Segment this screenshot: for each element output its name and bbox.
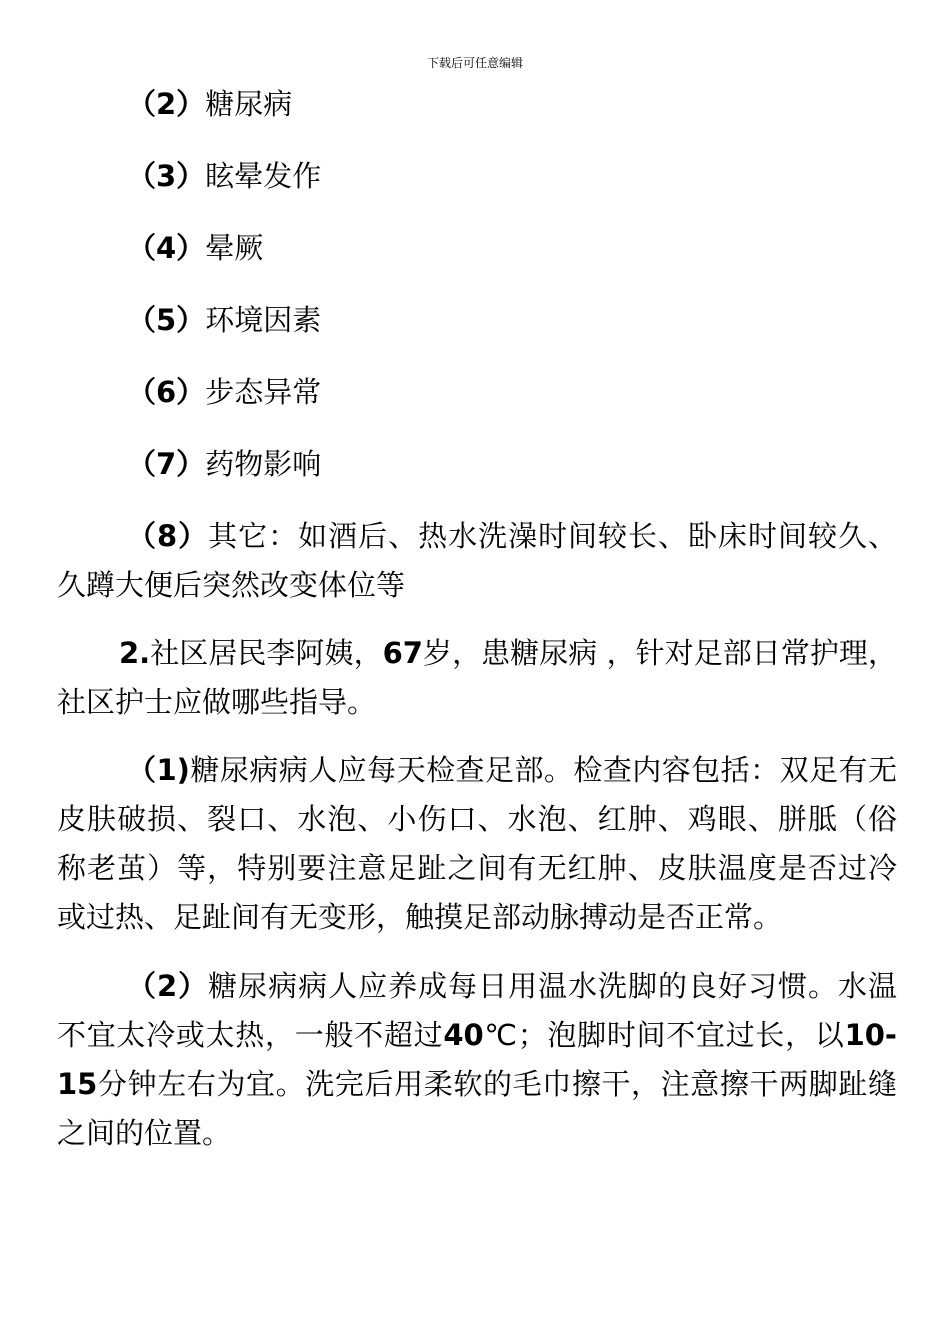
list-item-number: （6）: [127, 375, 206, 409]
question-number: 2.: [119, 636, 151, 670]
list-item-text: 药物影响: [205, 447, 322, 481]
list-item: [57, 296, 897, 345]
list-item: [57, 224, 897, 273]
answer-text: 糖尿病病人应每天检查足部。检查内容包括：双足有无皮肤破损、裂口、水泡、小伤口、水泡、红肿、鸡眼、胼胝（俗称老茧）等，特别要注意足趾之间有无红肿、皮肤温度是否过冷或过热、足趾间有无变形，触摸足部动脉搏动是否正常。: [57, 753, 897, 934]
list-item-text: 眩晕发作: [205, 159, 322, 193]
page-header: 下载后可任意编辑: [426, 56, 523, 70]
list-item-number: （4）: [127, 231, 206, 265]
list-item-number: （7）: [127, 447, 206, 481]
temperature-value: 40: [443, 1018, 484, 1052]
list-item-number: （5）: [127, 303, 206, 337]
answer-number: （1): [127, 753, 190, 787]
list-item-text: 糖尿病: [205, 87, 293, 121]
list-item: [57, 368, 897, 417]
age-value: 67: [382, 636, 423, 670]
minutes-value: 10-15: [57, 1018, 897, 1101]
list-item-number: （8）: [127, 519, 209, 553]
answer-number: （2）: [127, 969, 209, 1003]
list-item-text: 环境因素: [205, 303, 322, 337]
list-item-number: （3）: [127, 159, 206, 193]
list-item: [57, 152, 897, 201]
answer-1: [57, 746, 897, 942]
document-body: [57, 80, 897, 1158]
list-item-number: （2）: [127, 87, 206, 121]
list-item-text: 晕厥: [205, 231, 264, 265]
list-item-other: [57, 512, 897, 610]
list-item: [57, 80, 897, 129]
list-item: [57, 440, 897, 489]
list-item-text: 其它：如酒后、热水洗澡时间较长、卧床时间较久、久蹲大便后突然改变体位等: [57, 519, 897, 602]
list-item-text: 步态异常: [205, 375, 322, 409]
question-2: 2.社区居民李阿姨，67岁，患糖尿病 ，针对足部日常护理，社区护士应做哪些指导。: [57, 636, 897, 719]
answer-2: （2）糖尿病病人应养成每日用温水洗脚的良好习惯。水温不宜太冷或太热，一般不超过40℃；泡脚时间不宜过长，以10-15分钟左右为宜。洗完后用柔软的毛巾擦干，注意擦干两脚趾缝之间的位置。: [57, 969, 897, 1150]
